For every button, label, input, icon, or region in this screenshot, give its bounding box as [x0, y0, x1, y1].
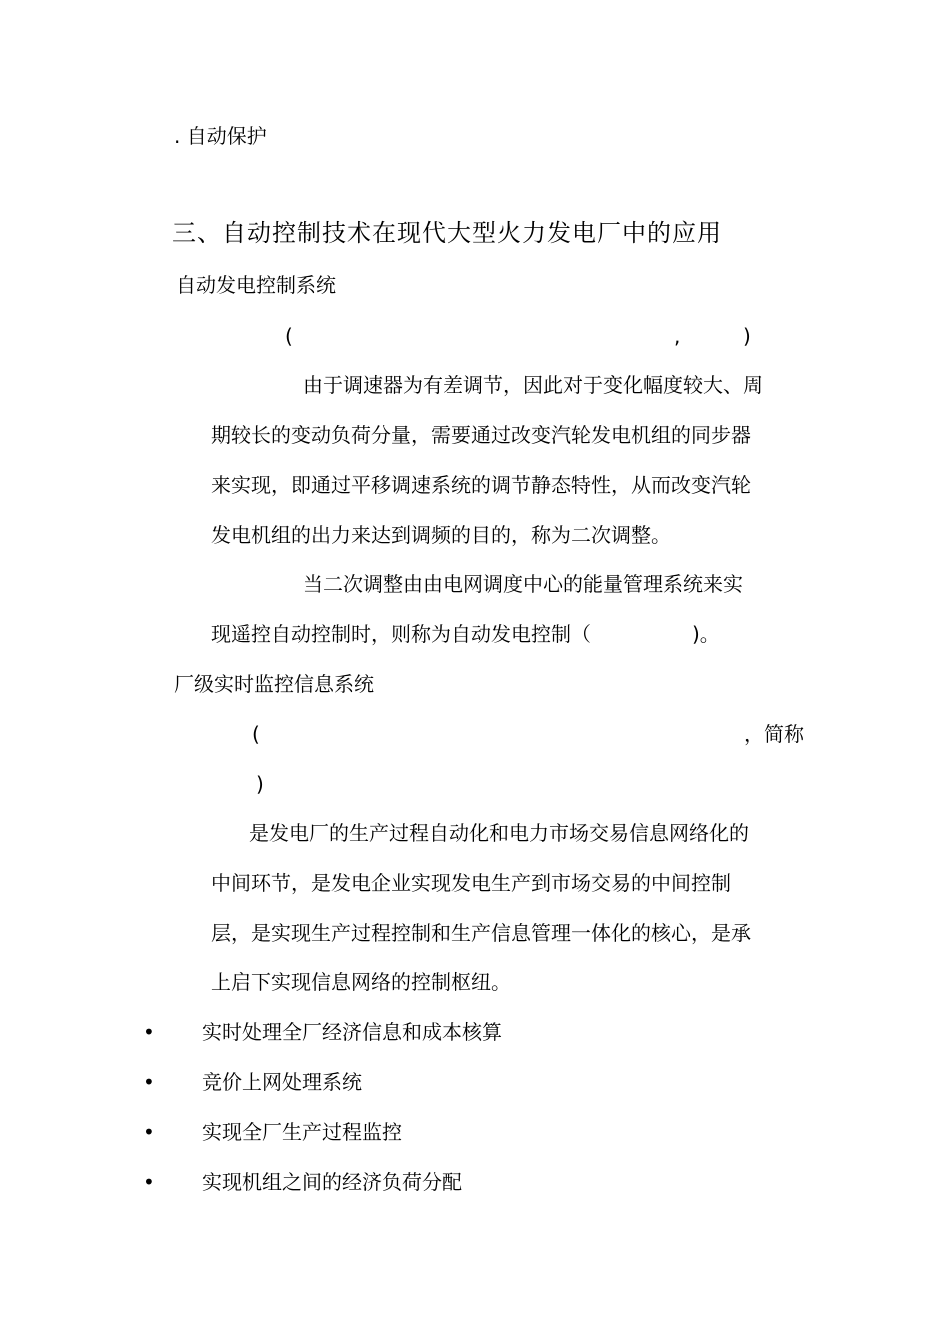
section-3-heading: 三、自动控制技术在现代大型火力发电厂中的应用 [172, 219, 722, 247]
bullet-item-4: 实现机组之间的经济负荷分配 [202, 1170, 462, 1194]
agc-paren-close: ) [743, 324, 751, 348]
bullet-item-1: 实时处理全厂经济信息和成本核算 [202, 1020, 502, 1044]
sis-title: 厂级实时监控信息系统 [174, 672, 374, 696]
bullet-marker: • [143, 1070, 155, 1094]
sis-paragraph-line-4: 上启下实现信息网络的控制枢纽。 [211, 970, 511, 994]
agc-title: 自动发电控制系统 [176, 273, 336, 297]
agc-paragraph-2-line-2: 现遥控自动控制时，则称为自动发电控制（ [211, 622, 591, 646]
agc-paren-open: ( [285, 324, 293, 348]
sis-paragraph-line-1: 是发电厂的生产过程自动化和电力市场交易信息网络化的 [249, 821, 749, 845]
agc-paren-comma: , [674, 324, 681, 348]
agc-paragraph-1-line-4: 发电机组的出力来达到调频的目的，称为二次调整。 [211, 523, 671, 547]
sis-paragraph-line-3: 层，是实现生产过程控制和生产信息管理一体化的核心，是承 [211, 921, 751, 945]
bullet-item-3: 实现全厂生产过程监控 [202, 1120, 402, 1144]
agc-paragraph-1-line-2: 期较长的变动负荷分量，需要通过改变汽轮发电机组的同步器 [211, 423, 751, 447]
bullet-marker: • [143, 1170, 155, 1194]
auto-protection-heading: . 自动保护 [174, 124, 267, 148]
sis-paren-open: ( [252, 722, 260, 746]
agc-paragraph-1-line-1: 由于调速器为有差调节，因此对于变化幅度较大、周 [303, 373, 763, 397]
bullet-marker: • [143, 1020, 155, 1044]
sis-paren-close: ) [256, 772, 264, 796]
agc-paragraph-2-line-2-end: )。 [692, 622, 720, 646]
sis-paren-abbr: ，简称 [744, 722, 804, 746]
agc-paragraph-1-line-3: 来实现，即通过平移调速系统的调节静态特性，从而改变汽轮 [211, 473, 751, 497]
bullet-marker: • [143, 1120, 155, 1144]
sis-paragraph-line-2: 中间环节，是发电企业实现发电生产到市场交易的中间控制 [211, 871, 731, 895]
agc-paragraph-2-line-1: 当二次调整由由电网调度中心的能量管理系统来实 [303, 572, 743, 596]
bullet-item-2: 竞价上网处理系统 [202, 1070, 362, 1094]
